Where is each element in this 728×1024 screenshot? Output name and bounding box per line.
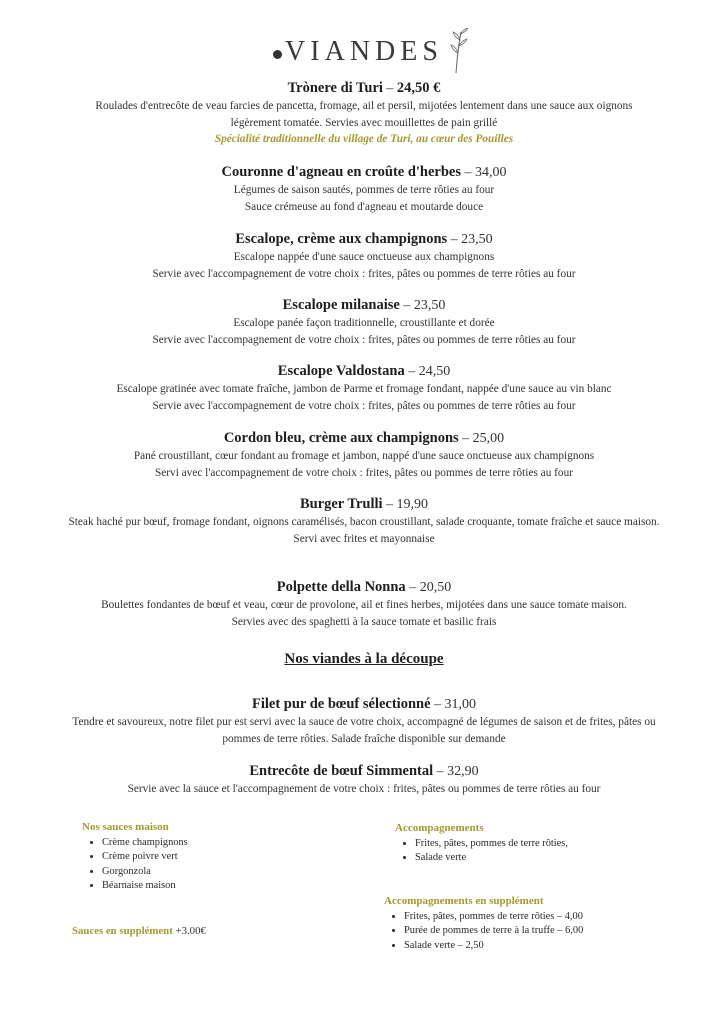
dish-description: Légumes de saison sautés, pommes de terre rôties au four (233, 184, 495, 196)
sides-supplement-title: Accompagnements en supplément (384, 895, 544, 907)
section-title-cuts: Nos viandes à la découpe (284, 651, 444, 667)
dish-specialty-note: Spécialité traditionnelle du village de Turi, au cœur des Pouilles (214, 133, 514, 145)
dish-polpette-nonna: Polpette della Nonna – 20,50 Boulettes fondantes de bœuf et veau, cœur de provolone, ail et fines herbes, mijotées dans une sauce tomate maison. Servies avec des spaghetti à la sauce tomate et basilic frais (0, 578, 728, 630)
dish-description: Sauce crémeuse au fond d'agneau et moutarde douce (244, 200, 484, 213)
dish-description: Servie avec la sauce et l'accompagnement de votre choix : frites, pâtes ou pommes de terre rôties au four (127, 783, 601, 795)
dish-name: Polpette della Nonna (276, 579, 406, 595)
list-item: • Frites, pâtes, pommes de terre rôties – 4,00 (404, 910, 583, 924)
dish-description: Escalope nappée d'une sauce onctueuse aux champignons (233, 251, 495, 263)
dish-description: Escalope panée façon traditionnelle, croustillante et dorée (233, 317, 495, 329)
dish-escalope-champignons: Escalope, crème aux champignons – 23,50 Escalope nappée d'une sauce onctueuse aux champignons Servie avec l'accompagnement de votre choix : frites, pâtes ou pommes de terre rôties au four (0, 230, 728, 282)
list-item: • Béarnaise maison (102, 879, 188, 893)
dish-cordon-bleu: Cordon bleu, crème aux champignons – 25,00 Pané croustillant, cœur fondant au fromage et jambon, nappé d'une sauce onctueuse aux champignons Servi avec l'accompagnement de votre choix : frites, pâtes ou pommes de terre rôties au four (0, 429, 728, 481)
dish-name: Couronne d'agneau en croûte d'herbes (221, 164, 462, 180)
dish-description: Boulettes fondantes de bœuf et veau, cœur de provolone, ail et fines herbes, mijotées dans une sauce tomate maison. (101, 599, 627, 611)
dish-troneri: Trònere di Turi – 24,50 € Roulades d'entrecôte de veau farcies de pancetta, fromage, ail et persil, mijotées lentement dans une sauce aux oignons légèrement tomatée. Servies avec mouillettes de pain grillé Spécialité traditionnelle du village de Turi, au cœur des Pouilles (0, 79, 728, 147)
dish-price: 23,50 (461, 232, 493, 247)
dish-description: Servie avec l'accompagnement de votre choix : frites, pâtes ou pommes de terre rôties au four (152, 267, 576, 280)
dish-price: 19,90 (396, 497, 429, 512)
dish-name: Escalope, crème aux champignons (235, 231, 448, 247)
dish-price: 24,50 (418, 364, 451, 379)
dish-name: Burger Trulli (299, 496, 383, 512)
sauces-supplement: Sauces en supplément +3.00€ (72, 925, 206, 937)
dish-description: Servi avec frites et mayonnaise (293, 532, 435, 545)
list-item: • Salade verte (415, 851, 568, 865)
list-item: • Gorgonzola (102, 865, 188, 879)
dish-burger-trulli: Burger Trulli – 19,90 Steak haché pur bœuf, fromage fondant, oignons caramélisés, bacon croustillant, salade croquante, tomate fraîche et sauce maison. Servi avec frites et mayonnaise (0, 495, 728, 547)
dish-description: Tendre et savoureux, notre filet pur est servi avec la sauce de votre choix, accompagné de légumes de saison et de frites, pâtes ou pommes de terre rôties. Salade fraîche disponible sur demande (72, 716, 656, 745)
dish-name: Escalope Valdostana (277, 363, 405, 379)
dish-price: 20,50 (419, 580, 452, 595)
list-item: • Salade verte – 2,50 (404, 939, 583, 953)
dish-price: 32,90 (447, 764, 479, 779)
dish-name: Cordon bleu, crème aux champignons (223, 430, 459, 446)
dish-escalope-milanaise: Escalope milanaise – 23,50 Escalope panée façon traditionnelle, croustillante et dorée Servie avec l'accompagnement de votre choix : frites, pâtes ou pommes de terre rôties au four (0, 296, 728, 348)
dish-price: 34,00 (475, 165, 507, 180)
list-item: • Crème poivre vert (102, 850, 188, 864)
dish-price: 31,00 (444, 697, 477, 712)
dish-name: Escalope milanaise (282, 297, 400, 313)
sauces-title: Nos sauces maison (82, 821, 169, 833)
olive-branch-icon (447, 28, 469, 74)
dish-description: Servi avec l'accompagnement de votre choix : frites, pâtes ou pommes de terre rôties au four (155, 466, 573, 479)
dish-couronne-agneau: Couronne d'agneau en croûte d'herbes – 34,00 Légumes de saison sautés, pommes de terre rôties au four Sauce crémeuse au fond d'agneau et moutarde douce (0, 163, 728, 215)
dish-description: Servie avec l'accompagnement de votre choix : frites, pâtes ou pommes de terre rôties au four (152, 399, 576, 412)
sides-list (395, 822, 568, 866)
dish-name: Filet pur de bœuf sélectionné (251, 696, 431, 712)
list-item: • Frites, pâtes, pommes de terre rôties, (415, 837, 568, 851)
page-title: VIANDES (285, 36, 443, 68)
dish-description: Pané croustillant, cœur fondant au fromage et jambon, nappé d'une sauce onctueuse aux champignons (133, 450, 595, 462)
dish-description: Steak haché pur bœuf, fromage fondant, oignons caramélisés, bacon croustillant, salade croquante, tomate fraîche et sauce maison. (68, 516, 660, 528)
dish-entrecote-simmental: Entrecôte de bœuf Simmental – 32,90 Servie avec la sauce et l'accompagnement de votre choix : frites, pâtes ou pommes de terre rôties au four (0, 762, 728, 798)
dish-filet-boeuf: Filet pur de bœuf sélectionné – 31,00 Tendre et savoureux, notre filet pur est servi avec la sauce de votre choix, accompagné de légumes de saison et de frites, pâtes ou pommes de terre rôties. Salade fraîche disponible sur demande (0, 695, 728, 747)
dish-price: 24,50 € (396, 80, 441, 96)
dish-escalope-valdostana: Escalope Valdostana – 24,50 Escalope gratinée avec tomate fraîche, jambon de Parme et fromage fondant, nappée d'une sauce au vin blanc Servie avec l'accompagnement de votre choix : frites, pâtes ou pommes de terre rôties au four (0, 362, 728, 414)
list-item: • Purée de pommes de terre à la truffe – 6,00 (404, 924, 583, 938)
dish-description: Escalope gratinée avec tomate fraîche, jambon de Parme et fromage fondant, nappée d'une sauce au vin blanc (116, 383, 612, 395)
dish-name: Entrecôte de bœuf Simmental (249, 763, 434, 779)
dish-name: Trònere di Turi (287, 80, 383, 96)
dish-description: Servie avec l'accompagnement de votre choix : frites, pâtes ou pommes de terre rôties au four (152, 333, 576, 346)
list-item: • Crème champignons (102, 836, 188, 850)
sides-supplement-list (384, 895, 583, 953)
dish-price: 25,00 (472, 431, 505, 446)
sauces-list (82, 821, 188, 894)
dish-price: 23,50 (413, 298, 446, 313)
dish-description: Roulades d'entrecôte de veau farcies de pancetta, fromage, ail et persil, mijotées lentement dans une sauce aux oignons légèrement tomatée. Servies avec mouillettes de pain grillé (95, 100, 633, 129)
bullet-dot-icon (273, 50, 282, 59)
dish-description: Servies avec des spaghetti à la sauce tomate et basilic frais (231, 615, 497, 628)
sides-title: Accompagnements (395, 822, 484, 834)
header (0, 36, 728, 68)
